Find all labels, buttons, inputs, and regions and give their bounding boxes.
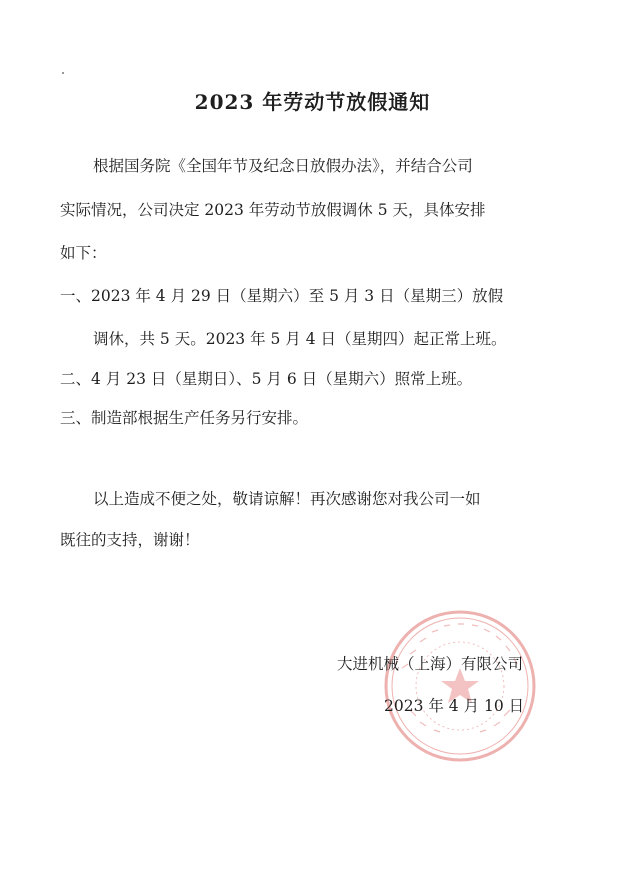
paragraph-line: 实际情况，公司决定 2023 年劳动节放假调休 5 天，具体安排	[60, 201, 486, 219]
company-seal	[380, 606, 540, 766]
signature-date: 2023 年 4 月 10 日	[384, 697, 525, 715]
closing-line: 以上造成不便之处，敬请谅解！再次感谢您对我公司一如	[93, 490, 481, 508]
list-item-3: 三、制造部根据生产任务另行安排。	[60, 409, 309, 427]
list-item-2: 二、4 月 23 日（星期日）、5 月 6 日（星期六）照常上班。	[60, 370, 473, 388]
notice-title: 2023 年劳动节放假通知	[194, 90, 431, 114]
closing-line: 既往的支持，谢谢！	[60, 531, 200, 549]
list-item-1-continued: 调休，共 5 天。2023 年 5 月 4 日（星期四）起正常上班。	[93, 330, 507, 348]
company-signature: 大进机械（上海）有限公司	[337, 655, 524, 673]
scan-speck	[62, 72, 64, 74]
paragraph-line: 根据国务院《全国年节及纪念日放假办法》，并结合公司	[93, 157, 473, 175]
paragraph-line: 如下：	[60, 244, 107, 262]
list-item-1: 一、2023 年 4 月 29 日（星期六）至 5 月 3 日（星期三）放假	[60, 287, 504, 305]
